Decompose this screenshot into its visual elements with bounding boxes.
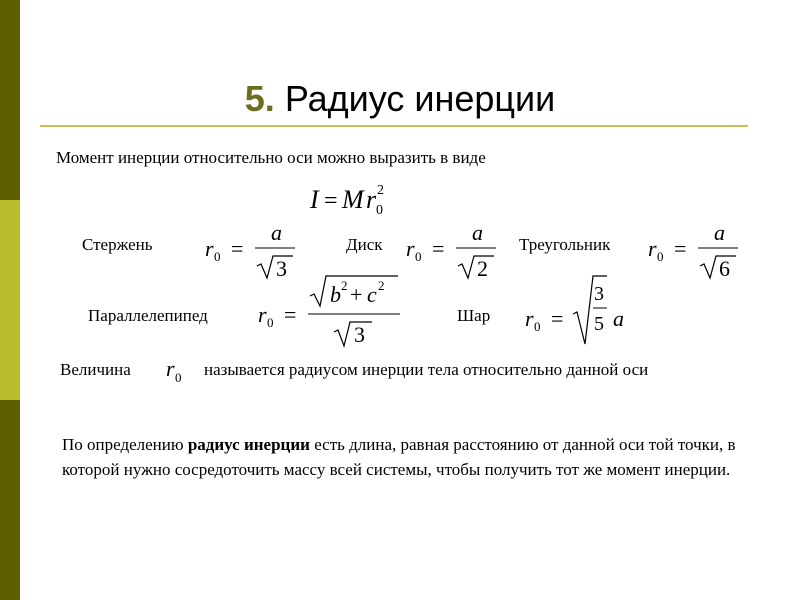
definition-after: есть длина, равная расстоянию от данной оси той точки, в которой нужно сосредоточить массу всей системы, чтобы получить тот же момент инерции. [62, 435, 736, 479]
label-disk: Диск [346, 235, 383, 254]
svg-text:a: a [472, 220, 483, 245]
svg-text:2: 2 [378, 278, 385, 293]
svg-text:3: 3 [594, 283, 604, 305]
svg-text:0: 0 [657, 249, 664, 264]
formula-main [310, 180, 400, 225]
quantity-prefix: Величина [60, 360, 131, 379]
definition-before: По определению [62, 435, 188, 454]
svg-text:r: r [366, 185, 377, 214]
svg-text:0: 0 [534, 319, 541, 334]
svg-text:2: 2 [377, 183, 384, 198]
svg-text:3: 3 [276, 256, 287, 281]
svg-text:5: 5 [594, 313, 604, 335]
svg-text:0: 0 [376, 203, 383, 218]
label-triangle: Треугольник [519, 235, 611, 254]
sidebar-segment-2 [0, 200, 20, 400]
svg-text:b: b [330, 282, 341, 307]
svg-text:=: = [324, 188, 338, 214]
formula-disk [406, 212, 501, 287]
label-parallelepiped: Параллелепипед [88, 306, 208, 325]
svg-text:=: = [284, 302, 297, 327]
title-text: Радиус инерции [284, 78, 556, 119]
svg-text:r: r [166, 356, 175, 381]
formula-triangle [648, 212, 743, 287]
svg-text:I: I [310, 185, 319, 214]
svg-text:0: 0 [415, 249, 422, 264]
svg-text:r: r [205, 236, 214, 261]
svg-text:=: = [674, 236, 687, 261]
svg-text:0: 0 [267, 315, 274, 330]
svg-text:=: = [432, 236, 445, 261]
formula-parallelepiped [258, 270, 408, 357]
definition-paragraph [62, 432, 762, 482]
svg-text:c: c [367, 282, 377, 307]
formula-sphere [525, 268, 635, 353]
svg-text:=: = [551, 306, 564, 331]
sidebar-segment-3 [0, 400, 20, 600]
quantity-suffix: называется радиусом инерции тела относительно данной оси [204, 360, 649, 379]
definition-bold: радиус инерции [187, 435, 310, 454]
label-sphere: Шар [457, 306, 491, 325]
svg-text:r: r [525, 306, 534, 331]
formula-r0-inline [166, 356, 196, 393]
intro-text: Момент инерции относительно оси можно выразить в виде [56, 148, 486, 167]
title-rule [40, 125, 748, 127]
svg-text:2: 2 [477, 256, 488, 281]
slide-title [0, 78, 800, 120]
svg-text:3: 3 [354, 322, 365, 347]
svg-text:a: a [714, 220, 725, 245]
title-number: 5. [244, 78, 275, 119]
svg-text:r: r [648, 236, 657, 261]
label-rod: Стержень [82, 235, 153, 254]
svg-text:0: 0 [175, 370, 182, 385]
svg-text:M: M [342, 185, 364, 214]
svg-text:=: = [231, 236, 244, 261]
formula-main-svg [310, 180, 400, 220]
svg-text:r: r [258, 302, 267, 327]
svg-text:a: a [271, 220, 282, 245]
svg-text:r: r [406, 236, 415, 261]
svg-text:6: 6 [719, 256, 730, 281]
svg-text:0: 0 [214, 249, 221, 264]
svg-text:2: 2 [341, 278, 348, 293]
svg-text:a: a [613, 306, 624, 331]
svg-text:+: + [350, 282, 363, 307]
